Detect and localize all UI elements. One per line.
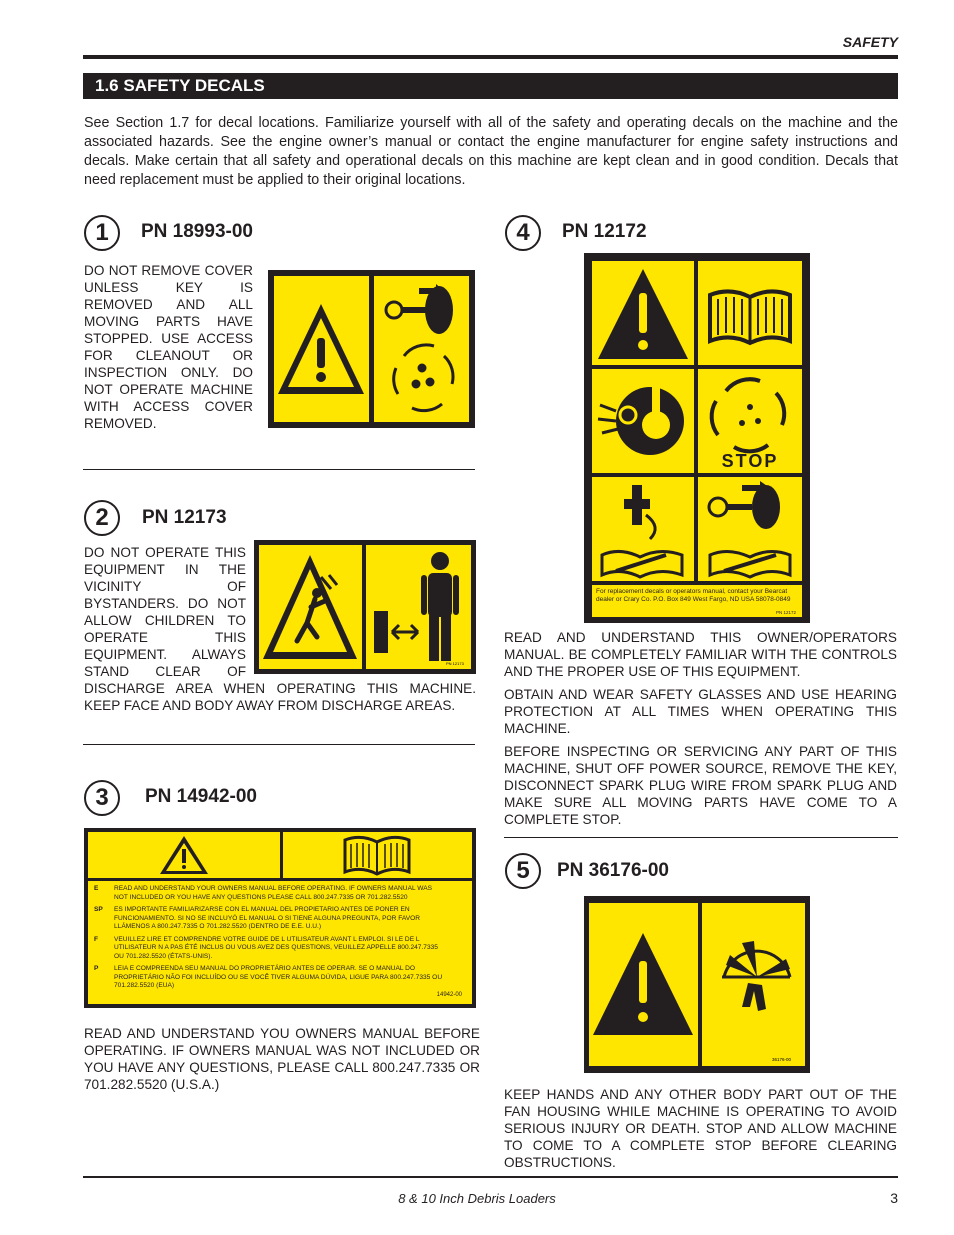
decal-number-3: 3	[84, 780, 120, 816]
key-icon	[386, 284, 453, 334]
decal-text-3: READ AND UNDERSTAND YOU OWNERS MANUAL BEFORE OPERATING. IF OWNERS MANUAL WAS NOT INCLUDED OR YOU HAVE ANY QUESTIONS, PLEASE CALL 800.247.7335 OR 701.282.5520 (U.S.A.)	[84, 1026, 480, 1092]
stop-label: STOP	[721, 451, 779, 471]
svg-text:PN 12173: PN 12173	[446, 661, 464, 666]
decal-line-french: F VEUILLEZ LIRE ET COMPRENDRE VOTRE GUIDE DE L UTILISATEUR AVANT L EMPLOI. SI LE DE L UTILISATEUR N A PAS ÉTÉ INCLUS OU VOUS AVEZ DES QUESTIONS, VEUILLEZ APPELLE 800.247.7335 OU 701.282.5520 (ÉTATS-UNIS).	[94, 935, 438, 960]
decal-image-3	[84, 828, 476, 1008]
bystander-panel	[366, 545, 471, 669]
section-title: 1.6 SAFETY DECALS	[83, 73, 898, 99]
decal-footer-panel: For replacement decals or operators manual, contact your Bearcat dealer or Crary Co. P.O. Box 849 West Fargo, ND USA 58078-0849 PN 12172	[592, 585, 802, 617]
decal-pn-2: PN 12173	[142, 507, 227, 528]
decal-number-5: 5	[505, 853, 541, 889]
decal-code: 14942-00	[436, 992, 462, 998]
decal-text-5: KEEP HANDS AND ANY OTHER BODY PART OUT OF THE FAN HOUSING WHILE MACHINE IS OPERATING TO AVOID SERIOUS INJURY OR DEATH. STOP AND ALLOW MACHINE TO COME TO A COMPLETE STOP BEFORE CLEARING OBSTRUCTIONS.	[504, 1087, 897, 1170]
fan-blade-hand-icon	[702, 903, 805, 1066]
key-removal-panel	[698, 477, 802, 581]
decal-line-english: E READ AND UNDERSTAND YOUR OWNERS MANUAL BEFORE OPERATING. IF OWNERS MANUAL WAS NOT INCLUDED OR YOU HAVE ANY QUESTIONS PLEASE CALL 800.247.7335 OR 701.282.5520	[94, 885, 432, 901]
warning-panel	[589, 903, 698, 1066]
thrown-objects-warning-icon	[259, 545, 362, 669]
decal-image-5	[584, 896, 810, 1073]
decal-text-2: DO NOT OPERATE THIS EQUIPMENT IN THE VICINITY OF BYSTANDERS. DO NOT ALLOW CHILDREN TO OPERATE THIS EQUIPMENT. ALWAYS STAND CLEAR OF DISCHARGE AREA WHEN OPERATING THIS MACHINE. KEEP FACE AND BODY AWAY FROM DISCHARGE AREAS.	[84, 545, 476, 713]
warning-triangle-icon	[274, 276, 369, 422]
page-number: 3	[890, 1190, 898, 1206]
ppe-panel	[592, 369, 694, 473]
warning-panel	[592, 261, 694, 365]
rotating-blades-icon	[394, 345, 453, 411]
decal-image-2	[254, 540, 476, 674]
warning-panel	[274, 276, 369, 422]
warning-triangle-icon	[589, 903, 698, 1066]
decal-number-1: 1	[84, 215, 120, 251]
decal-pn-1: PN 18993-00	[141, 221, 253, 242]
decal-line-spanish: SP ES IMPORTANTE FAMILIARIZARSE CON EL MANUAL DEL PROPIETARIO ANTES DE PONER EN FUNCIONAMIENTO. SI NO SE INCLUYÓ EL MANUAL O SI TIENE ALGUNA PREGUNTA, POR FAVOR LLÁMENOS A 800.247.7335 O 701.282.5520 (DENTRO DE E.E. U.U.)	[94, 906, 421, 930]
spark-plug-panel	[592, 477, 694, 581]
thrown-object-panel	[259, 545, 362, 669]
section-label: SAFETY	[842, 34, 898, 50]
rotor-stop-panel	[698, 369, 802, 473]
warning-panel	[88, 832, 280, 878]
fan-hazard-panel	[702, 903, 805, 1066]
decal-number-2: 2	[84, 500, 120, 536]
svg-text:36176-00: 36176-00	[772, 1057, 792, 1062]
decal-code: PN 12172	[775, 610, 796, 615]
intro-paragraph: See Section 1.7 for decal locations. Familiarize yourself with all of the safety and operating decals on the machine and the associated hazards. See the engine owner’s manual or contact the engine manufacturer for engine safety instructions and decals. Make certain that all safety and operational decals on this machine are kept clean and in good condition. Decals that need replacement must be applied to their original locations.	[84, 115, 898, 188]
multilingual-panel	[88, 881, 472, 1004]
key-rotor-panel	[374, 276, 469, 422]
divider	[83, 744, 475, 745]
divider	[83, 469, 475, 470]
decal-image-4	[584, 253, 810, 623]
open-book-icon	[283, 832, 472, 878]
stand-clear-person-icon	[366, 545, 471, 669]
manual-panel	[283, 832, 472, 878]
warning-triangle-icon	[88, 832, 280, 878]
key-wrench-icon	[698, 477, 802, 581]
spark-plug-wrench-icon	[592, 477, 694, 581]
manual-panel	[698, 261, 802, 365]
decal-text-4: READ AND UNDERSTAND THIS OWNER/OPERATORS MANUAL. BE COMPLETELY FAMILIAR WITH THE CONTROLS AND THE PROPER USE OF THIS EQUIPMENT. OBTAIN AND WEAR SAFETY GLASSES AND USE HEARING PROTECTION AT ALL TIMES WHEN OPERATING THIS MACHINE. BEFORE INSPECTING OR SERVICING ANY PART OF THIS MACHINE, SHUT OFF POWER SOURCE, REMOVE THE KEY, DISCONNECT SPARK PLUG WIRE FROM SPARK PLUG AND MAKE SURE ALL MOVING PARTS HAVE COME TO A COMPLETE STOP.	[504, 630, 897, 827]
header-rule	[83, 55, 898, 59]
footer-title: 8 & 10 Inch Debris Loaders	[398, 1191, 556, 1206]
decal-pn-3: PN 14942-00	[145, 786, 257, 807]
warning-triangle-icon	[592, 261, 694, 365]
safety-glasses-hearing-icon	[592, 369, 694, 473]
footer-rule	[83, 1176, 898, 1178]
rotating-blades-icon	[698, 369, 802, 455]
decal-number-4: 4	[505, 215, 541, 251]
decal-pn-5: PN 36176-00	[557, 860, 669, 881]
open-book-icon	[698, 261, 802, 365]
decal-pn-4: PN 12172	[562, 221, 647, 242]
decal-text-1: DO NOT REMOVE COVER UNLESS KEY IS REMOVED AND ALL MOVING PARTS HAVE STOPPED. USE ACCESS FOR CLEANOUT OR INSPECTION ONLY. DO NOT OPERATE MACHINE WITH ACCESS COVER REMOVED.	[84, 263, 253, 431]
divider	[504, 837, 898, 838]
decal-line-portuguese: P LEIA E COMPREENDA SEU MANUAL DO PROPRIETÁRIO ANTES DE OPERAR. SE O MANUAL DO PROPRIETÁRIO NÃO FOI INCLUÍDO OU SE VOCÊ TIVER ALGUMA DÚVIDA, LIGUE PARA 800.247.7335 OU 701.282.5520 (EUA)	[94, 965, 443, 989]
decal-image-1	[268, 270, 475, 428]
